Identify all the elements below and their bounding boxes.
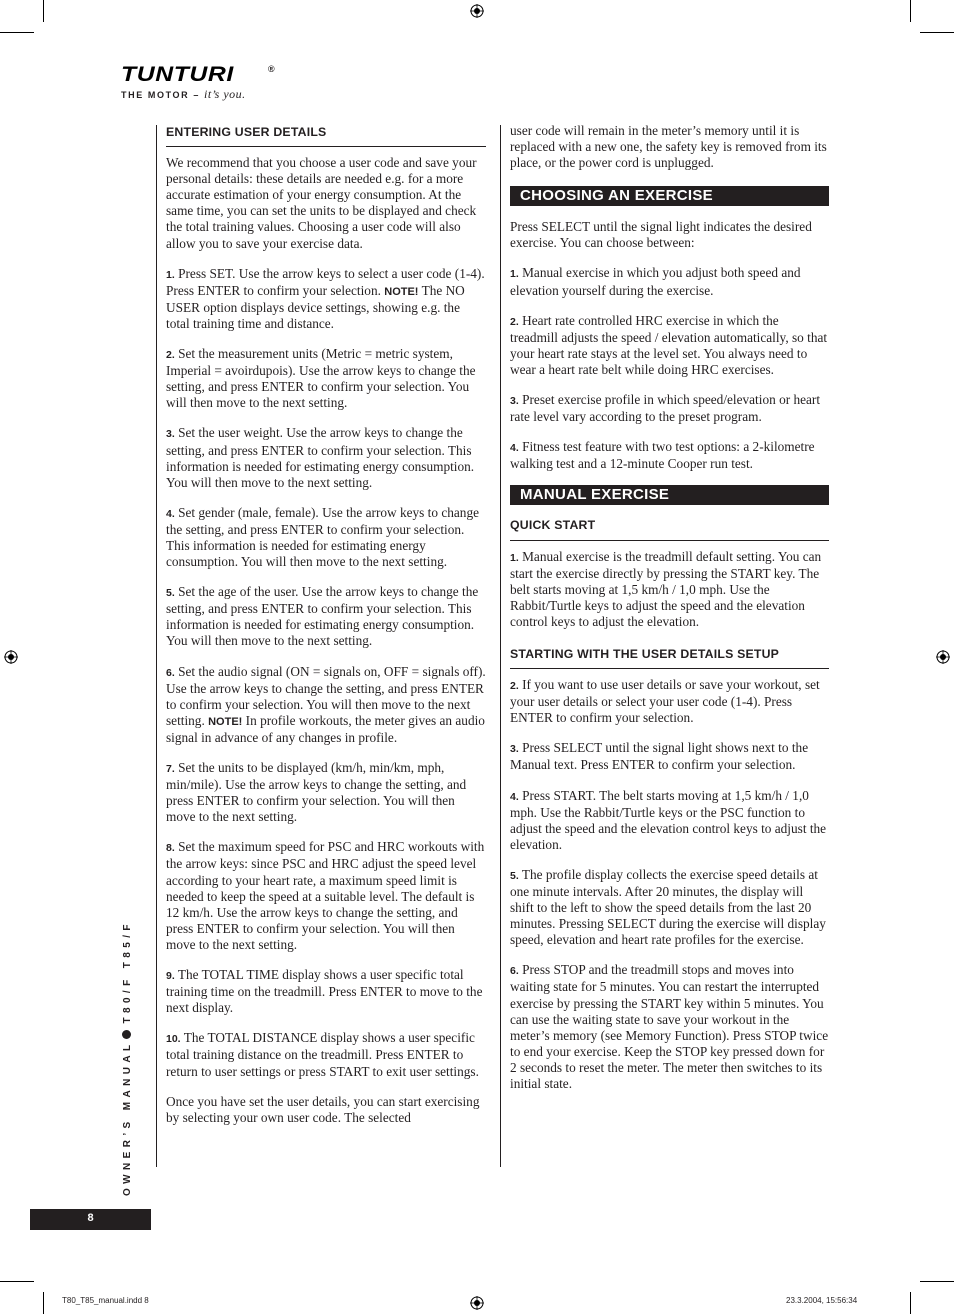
note-label: NOTE! xyxy=(208,715,243,728)
crop-mark xyxy=(920,1281,954,1282)
crop-mark xyxy=(43,0,44,22)
step-2: 2. Set the measurement units (Metric = metric system, Imperial = avoirdupois). Use the arrow keys to change the setting, and press ENTER to confirm your selection. You will then move to the next setting. xyxy=(166,346,476,411)
section-heading-choosing: CHOOSING AN EXERCISE xyxy=(510,186,829,206)
step-1: 1. Press SET. Use the arrow keys to select a user code (1-4). Press ENTER to confirm your selection. NOTE! The NO USER option displays device settings, showing e.g. the total training time and distance. xyxy=(166,265,485,331)
quick-step-1: 1. Manual exercise is the treadmill default setting. You can start the exercise directly by pressing the START key. The belt starts moving at 1,5 km/h / 1,0 mph. Use the Rabbit/Turtle keys to adjust the speed and the elevation control keys to adjust the elevation. xyxy=(510,548,822,629)
registration-mark-icon xyxy=(936,650,950,664)
step-10: 10. The TOTAL DISTANCE display shows a user specific total training distance on the treadmill. Press ENTER to return to user settings or press START to exit user settings. xyxy=(166,1030,479,1079)
step-8: 8. Set the maximum speed for PSC and HRC workouts with the arrow keys: since PSC and HRC adjust the speed level according to your heart rate, a maximum speed limit is needed to keep the speed at a suitable level. The default is 12 km/h. Use the arrow keys to change the setting, and press ENTER to confirm your selection. You will then move to the next setting. xyxy=(166,839,485,952)
paragraph: Once you have set the user details, you can start exercising by selecting your own user code. The selected xyxy=(166,1093,480,1125)
footer-timestamp: 23.3.2004, 15:56:34 xyxy=(786,1296,858,1305)
crop-mark xyxy=(43,1292,44,1314)
logo-wordmark: TUNTURI xyxy=(121,63,234,86)
logo-tagline: THE MOTOR – it’s you. xyxy=(121,87,246,101)
page-number: 8 xyxy=(30,1209,151,1230)
paragraph: We recommend that you choose a user code and save your personal details: these details are needed e.g. for a more accurate estimation of your energy consumption. At the same time, you can set the units to be displayed and check the total training values. Choosing a user code will also allow you to save your exercise data. xyxy=(166,155,477,251)
section-heading-manual: MANUAL EXERCISE xyxy=(510,485,829,505)
crop-mark xyxy=(910,1292,911,1314)
brand-logo xyxy=(121,63,275,102)
subheading-quick-start: QUICK START xyxy=(510,517,829,540)
step-6: 6. Set the audio signal (ON = signals on, OFF = signals off). Use the arrow keys to change the setting, and press ENTER to confirm your selection. You will then move to the next setting. NOTE! In profile workouts, the meter gives an audio signal in advance of any changes in profile. xyxy=(166,663,486,745)
column-rule xyxy=(156,125,157,1167)
section-heading: ENTERING USER DETAILS xyxy=(166,124,486,147)
setup-step-6: 6. Press STOP and the treadmill stops and moves into waiting state for 5 minutes. You can restart the interrupted exercise by pressing the START key within 5 minutes. You can use the waiting state to save your workout in the meter’s memory (see Memory Function). Press STOP twice to end your exercise. Keep the STOP key pressed down for 2 seconds to reset the meter. The meter then switches to its initial state. xyxy=(510,962,829,1092)
column-rule xyxy=(500,125,501,1167)
right-column xyxy=(510,123,829,1106)
crop-mark xyxy=(0,1281,34,1282)
setup-step-2: 2. If you want to use user details or save your workout, set your user details or select your user code (1-4). Press ENTER to confirm your selection. xyxy=(510,677,820,726)
crop-mark xyxy=(920,32,954,33)
option-2: 2. Heart rate controlled HRC exercise in which the treadmill adjusts the speed / elevation automatically, so that your heart rate stays at the level set. You always need to wear a heart rate belt while doing HRC exercises. xyxy=(510,312,828,377)
setup-step-4: 4. Press START. The belt starts moving at 1,5 km/h / 1,0 mph. Use the Rabbit/Turtle keys or the PSC function to adjust the speed and the elevation control keys to adjust the elevation. xyxy=(510,787,827,852)
crop-mark xyxy=(0,32,34,33)
option-4: 4. Fitness test feature with two test options: a 2-kilometre walking test and a 12-minute Cooper run test. xyxy=(510,439,815,472)
paragraph: Press SELECT until the signal light indicates the desired exercise. You can choose between: xyxy=(510,219,812,251)
footer-filename: T80_T85_manual.indd 8 xyxy=(62,1296,149,1305)
bullet-dot-icon xyxy=(122,1030,131,1039)
option-1: 1. Manual exercise in which you adjust both speed and elevation yourself during the exercise. xyxy=(510,265,801,298)
logo-registered-mark: ® xyxy=(268,64,275,74)
option-3: 3. Preset exercise profile in which speed/elevation or heart rate level vary according to the preset program. xyxy=(510,392,821,425)
step-4: 4. Set gender (male, female). Use the arrow keys to change the setting, and press ENTER to confirm your selection. This information is needed for estimating energy consumption. You will then move to the next setting. xyxy=(166,504,479,570)
paragraph: user code will remain in the meter’s memory until it is replaced with a new one, the safety key is removed from its place, or the power cord is unplugged. xyxy=(510,123,827,171)
sidebar-manual-title: OWNER’S MANUALT80/F T85/F xyxy=(122,920,133,1196)
registration-mark-icon xyxy=(470,4,484,18)
note-label: NOTE! xyxy=(384,285,419,298)
step-7: 7. Set the units to be displayed (km/h, min/km, mph, min/mile). Use the arrow keys to change the setting, and press ENTER to confirm your selection. You will then move to the next setting. xyxy=(166,760,467,825)
registration-mark-icon xyxy=(470,1296,484,1310)
step-9: 9. The TOTAL TIME display shows a user specific total training time on the treadmill. Press ENTER to move to the next display. xyxy=(166,967,483,1016)
step-5: 5. Set the age of the user. Use the arrow keys to change the setting, and press ENTER to confirm your selection. This information is needed for estimating energy consumption. You will then move to the next setting. xyxy=(166,584,479,649)
subheading-user-details-setup: STARTING WITH THE USER DETAILS SETUP xyxy=(510,646,829,669)
registration-mark-icon xyxy=(4,650,18,664)
setup-step-5: 5. The profile display collects the exercise speed details at one minute intervals. After 20 minutes, the display will shift to the left to show the speed details from the last 20 minutes. Pressing SELECT during the exercise will display speed, elevation and heart rate profiles for the exercise. xyxy=(510,866,826,948)
step-3: 3. Set the user weight. Use the arrow keys to change the setting, and press ENTER to confirm your selection. This information is needed for estimating energy consumption. You will then move to the next setting. xyxy=(166,425,475,490)
crop-mark xyxy=(910,0,911,22)
left-column xyxy=(166,124,486,1140)
setup-step-3: 3. Press SELECT until the signal light shows next to the Manual text. Press ENTER to confirm your selection. xyxy=(510,740,809,773)
